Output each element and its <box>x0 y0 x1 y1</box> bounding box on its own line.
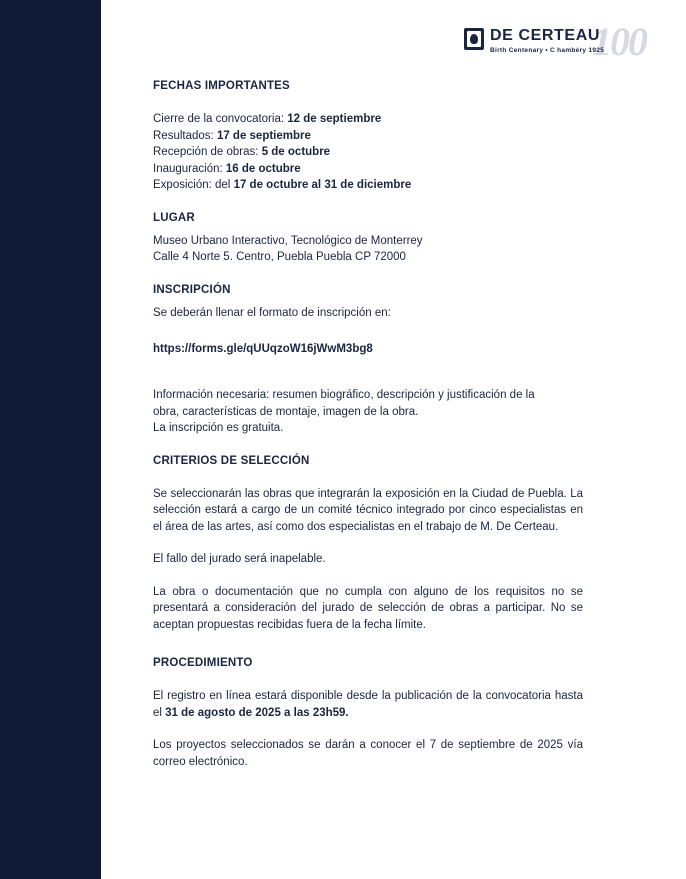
procedimiento-p1-text: El registro en línea estará disponible desde la publicación de la convocatoria hasta el <box>153 690 583 719</box>
criterios-paragraph-2: El fallo del jurado será inapelable. <box>153 553 326 565</box>
registration-form-link[interactable]: https://forms.gle/qUUqzoW16jWwM3bg8 <box>153 343 373 355</box>
section-criterios <box>153 455 583 634</box>
heading-fechas: FECHAS IMPORTANTES <box>153 80 290 92</box>
heading-lugar: LUGAR <box>153 211 195 224</box>
section-fechas-importantes <box>153 80 583 194</box>
heading-procedimiento: PROCEDIMIENTO <box>153 657 253 669</box>
fecha-row <box>153 128 583 145</box>
fecha-label: Inauguración: <box>153 162 223 175</box>
criterios-paragraph-1: Se seleccionarán las obras que integrarán la exposición en la Ciudad de Puebla. La selección estará a cargo de un comité técnico integrado por cinco especialistas en el área de las artes, así como dos especialistas en el trabajo de M. De Certeau. <box>153 487 583 533</box>
fecha-label: Resultados: <box>153 129 214 142</box>
fecha-value: 17 de septiembre <box>216 129 311 142</box>
centenary-number: 100 <box>592 19 646 64</box>
brand-tagline: Birth Centenary • C hambéry 1925 <box>490 47 605 54</box>
de-certeau-logo <box>464 19 654 66</box>
fecha-label: Exposición: del <box>153 179 231 191</box>
document-body <box>153 80 583 788</box>
inscripcion-info-line-1: Información necesaria: resumen biográfico, descripción y justificación de la <box>153 389 535 401</box>
fecha-value: 5 de octubre <box>261 146 331 158</box>
brand-name: DE CERTEAU <box>490 27 601 44</box>
inscripcion-form-link-wrap <box>153 339 583 357</box>
fecha-label: Cierre de la convocatoria: <box>153 113 285 125</box>
section-procedimiento <box>153 657 583 770</box>
fecha-row <box>153 144 583 161</box>
inscripcion-info-line-2: obra, características de montaje, imagen de la obra. <box>153 405 419 418</box>
fecha-row <box>153 161 583 178</box>
procedimiento-paragraph-2: Los proyectos seleccionados se darán a conocer el 7 de septiembre de 2025 vía correo electrónico. <box>153 739 583 768</box>
inscripcion-info-line-3: La inscripción es gratuita. <box>153 422 284 434</box>
procedimiento-deadline: 31 de agosto de 2025 a las 23h59. <box>165 706 349 719</box>
left-decorative-band <box>0 0 101 879</box>
heading-criterios: CRITERIOS DE SELECCIÓN <box>153 454 310 467</box>
emblem-inner-shape <box>467 31 481 47</box>
de-certeau-emblem-icon <box>464 28 484 50</box>
lugar-line-2: Calle 4 Norte 5. Centro, Puebla Puebla CP 72000 <box>153 251 406 263</box>
criterios-paragraph-3: La obra o documentación que no cumpla con alguno de los requisitos no se presentará a consideración del jurado de selección de obras a participar. No se aceptan propuestas recibidas fuera de la fecha límite. <box>153 585 583 631</box>
fecha-row <box>153 177 583 194</box>
inscripcion-intro: Se deberán llenar el formato de inscripción en: <box>153 306 391 319</box>
fecha-row <box>153 111 583 128</box>
fecha-value: 16 de octubre <box>225 162 301 175</box>
section-lugar <box>153 212 583 266</box>
fecha-value: 17 de octubre al 31 de diciembre <box>233 179 412 191</box>
procedimiento-paragraph-1 <box>153 688 583 721</box>
heading-inscripcion: INSCRIPCIÓN <box>153 283 231 296</box>
lugar-line-1: Museo Urbano Interactivo, Tecnológico de Monterrey <box>153 234 423 247</box>
section-inscripcion <box>153 284 583 322</box>
fecha-label: Recepción de obras: <box>153 146 259 158</box>
fecha-value: 12 de septiembre <box>287 113 382 125</box>
inscripcion-info <box>153 387 583 437</box>
